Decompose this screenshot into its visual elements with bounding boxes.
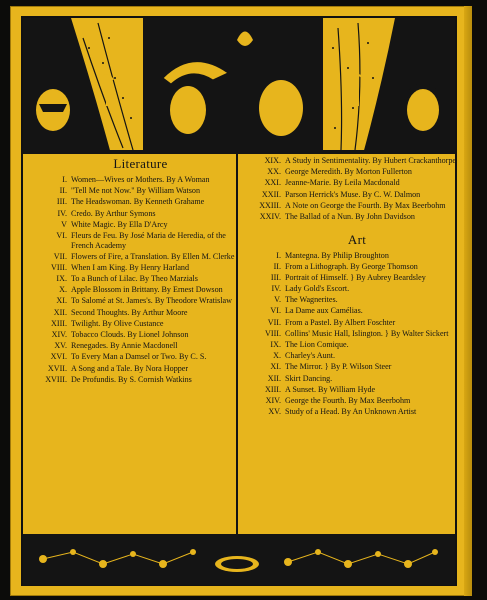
list-item: XXII. Parson Herrick's Muse. By C. W. Dalmon: [261, 189, 421, 199]
list-item: XXIV. The Ballad of a Nun. By John Davidson: [259, 211, 415, 221]
list-item: XI. To Salomé at St. James's. By Theodore Wratislaw: [56, 296, 232, 306]
list-item: XVII. A Song and a Tale. By Nora Hopper: [47, 363, 189, 373]
list-item: X. Charley's Aunt.: [273, 351, 336, 361]
list-item: XII. Second Thoughts. By Arthur Moore: [53, 307, 188, 317]
list-item: VIII. When I am King. By Henry Harland: [51, 262, 189, 272]
list-item: VII. From a Pastel. By Albert Foschter: [267, 317, 396, 327]
list-item: IX. To a Bunch of Lilac. By Theo Marzials: [56, 274, 198, 284]
list-item: II. From a Lithograph. By George Thomson: [273, 261, 418, 271]
art-heading: Art: [347, 231, 367, 247]
list-item: XIV. George the Fourth. By Max Beerbohm: [265, 395, 411, 405]
list-item: XX. George Meredith. By Morton Fullerton: [267, 167, 412, 177]
list-item: XIII. Twilight. By Olive Custance: [51, 318, 164, 328]
bottom-ornament: [23, 534, 455, 585]
list-item: VI. La Dame aux Camélias.: [270, 306, 363, 316]
list-item: III. Portrait of Himself. } By Aubrey Beardsley: [270, 272, 426, 282]
list-item: I. Women—Wives or Mothers. By A Woman: [62, 175, 210, 184]
right-column: [257, 156, 457, 418]
list-item: XIII. A Sunset. By William Hyde: [265, 384, 376, 394]
list-item: XXI. Jeanne-Marie. By Leila Macdonald: [264, 178, 400, 188]
list-item: IV. Credo. By Arthur Symons: [57, 208, 156, 218]
list-item: XXIII. A Note on George the Fourth. By Max Beerbohm: [259, 200, 446, 210]
literature-column: [43, 156, 238, 386]
list-item: IX. The Lion Comique.: [270, 340, 349, 350]
list-item: XV. Study of a Head. By An Unknown Artist: [268, 407, 417, 417]
list-item: VI. Fleurs de Feu. By José Maria de Heredia, of the French Academy: [56, 230, 226, 250]
list-item: IV. Lady Gold's Escort.: [271, 284, 350, 294]
list-item: V. The Wagnerites.: [274, 295, 338, 305]
list-item: I. Mantegna. By Philip Broughton: [276, 250, 389, 260]
book-cover: [10, 6, 472, 596]
list-item: V White Magic. By Ella D'Arcy: [61, 219, 168, 229]
list-item: XV. Renegades. By Annie Macdonell: [54, 341, 178, 351]
list-item: VIII. Collins' Music Hall, Islington. } By Walter Sickert: [265, 328, 449, 338]
cover-edge: [464, 6, 472, 596]
list-item: XVI. To Every Man a Damsel or Two. By C. S.: [50, 352, 207, 362]
list-item: XIX. A Study in Sentimentality. By Hubert Crackanthorpe: [264, 156, 456, 165]
list-item: VII. Flowers of Fire, a Translation. By Ellen M. Clerke: [53, 251, 235, 261]
list-item: XII. Skirt Dancing.: [267, 373, 333, 383]
top-illustration: [23, 18, 455, 154]
list-item: II. "Tell Me not Now." By William Watson: [59, 186, 201, 196]
list-item: XIV. Tobacco Clouds. By Lionel Johnson: [51, 330, 189, 340]
list-item: XVIII. De Profundis. By S. Cornish Watkins: [45, 374, 192, 384]
list-item: III. The Headswoman. By Kenneth Grahame: [56, 197, 205, 207]
list-item: XI. The Mirror. } By P. Wilson Steer: [270, 362, 392, 372]
literature-heading: Literature: [113, 156, 168, 171]
list-item: X. Apple Blossom in Brittany. By Ernest Dowson: [59, 285, 223, 295]
